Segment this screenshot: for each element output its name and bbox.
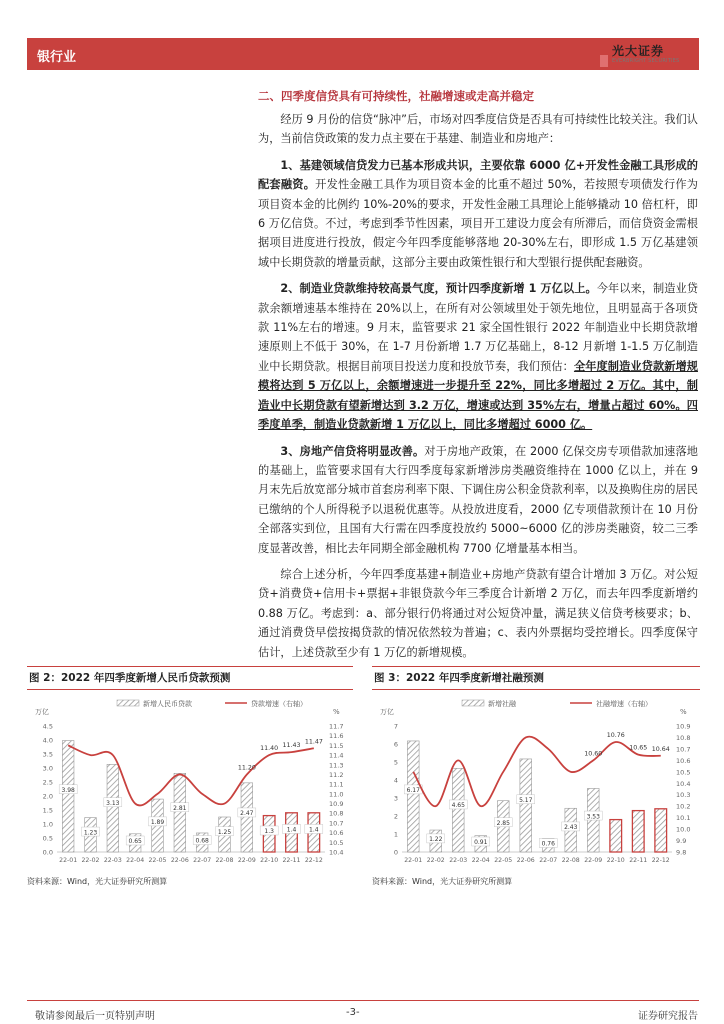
bar-value-label: 1.23 bbox=[83, 829, 98, 837]
x-tick-label: 22-08 bbox=[215, 857, 234, 864]
growth-line bbox=[68, 745, 314, 805]
bar-value-label: 0.65 bbox=[128, 838, 142, 846]
manufacturing-body: 今年以来，制造业贷款余额增速基本维持在 20%以上，在所有对公领域里处于领先地位，且明显高于各项贷款 11%左右的增速。9 月末，监管要求 21 家全国性银行 2022 年制造业中长期贷款增速原则上不低于 30%，在 1-7 月份新增 1.7 万亿基础上，8-12 月新增 1-1.5 万亿制造业中长期贷款。根据目前项目投送力度和投放节奏，我们预估： bbox=[258, 282, 698, 373]
x-tick-label: 22-04 bbox=[471, 857, 490, 864]
right-tick-label: 11.1 bbox=[329, 780, 344, 789]
x-tick-label: 22-06 bbox=[170, 857, 189, 864]
figure-2 bbox=[27, 666, 353, 887]
bar bbox=[610, 820, 622, 852]
bar-value-label: 3.98 bbox=[61, 786, 75, 794]
bar-value-label: 2.85 bbox=[496, 819, 510, 827]
right-tick-label: 11.7 bbox=[329, 722, 344, 731]
left-tick-label: 3 bbox=[393, 794, 398, 803]
bar-value-label: 5.17 bbox=[519, 797, 533, 805]
sector-label: 银行业 bbox=[37, 50, 77, 65]
left-axis-unit: 万亿 bbox=[380, 708, 394, 716]
bar bbox=[174, 773, 186, 852]
x-tick-label: 22-04 bbox=[126, 857, 145, 864]
x-tick-label: 22-07 bbox=[193, 857, 212, 864]
x-tick-label: 22-10 bbox=[606, 857, 625, 864]
right-tick-label: 10.5 bbox=[676, 768, 691, 777]
real-estate-lead: 3、房地产信贷将明显改善。 bbox=[280, 444, 425, 458]
growth-line bbox=[413, 737, 661, 810]
legend-line-label: 社融增速（右轴） bbox=[596, 700, 652, 708]
bar-value-label: 1.3 bbox=[264, 828, 274, 836]
manufacturing-lead: 2、制造业贷款维持较高景气度，预计四季度新增 1 万亿以上。 bbox=[280, 282, 597, 296]
right-tick-label: 10.9 bbox=[676, 722, 691, 731]
right-tick-label: 10.5 bbox=[329, 838, 344, 847]
right-tick-label: 10.6 bbox=[676, 756, 691, 765]
intro-paragraph: 经历 9 月份的信贷“脉冲”后，市场对四季度信贷是否具有可持续性比较关注。我们认为，当前信贷政策的发力点主要在于基建、制造业和房地产： bbox=[258, 113, 698, 146]
logo-name: 光大证券 bbox=[612, 44, 665, 58]
x-tick-label: 22-05 bbox=[494, 857, 513, 864]
right-tick-label: 10.6 bbox=[329, 829, 344, 838]
logo-english-name: EVERBRIGHT SECURITIES bbox=[612, 58, 680, 64]
bar bbox=[632, 811, 644, 852]
x-tick-label: 22-05 bbox=[148, 857, 167, 864]
x-tick-label: 22-11 bbox=[629, 857, 648, 864]
bar-value-label: 0.91 bbox=[474, 839, 488, 847]
right-axis-unit: % bbox=[680, 708, 687, 716]
right-tick-label: 11.4 bbox=[329, 751, 344, 760]
right-axis-unit: % bbox=[333, 708, 340, 716]
left-tick-label: 3.0 bbox=[42, 764, 53, 773]
bar-value-label: 1.89 bbox=[150, 819, 165, 827]
line-point-label: 10.64 bbox=[651, 745, 670, 753]
right-tick-label: 10.3 bbox=[676, 791, 691, 800]
section-title: 二、四季度信贷具有可持续性，社融增速或走高并稳定 bbox=[258, 89, 534, 103]
bar-value-label: 1.4 bbox=[286, 826, 297, 834]
bar bbox=[107, 764, 119, 852]
main-content bbox=[258, 86, 698, 669]
real-estate-paragraph bbox=[258, 442, 698, 558]
left-tick-label: 1.5 bbox=[42, 806, 53, 815]
right-tick-label: 10.9 bbox=[329, 800, 344, 809]
figure-3-title: 图 3：2022 年四季度新增社融预测 bbox=[372, 666, 700, 690]
figure-3 bbox=[372, 666, 700, 887]
footer-divider bbox=[27, 1000, 699, 1001]
real-estate-body: 对于房地产政策，在 2000 亿保交房专项借款加速落地的基础上，监管要求国有大行四季度每家新增涉房类融资维持在 1000 亿以上，并在 9 月末先后放宽部分城市首套房利率下限、下调住房公积金贷款利率，以及换购住房的居民已缴纳的个人所得税予以退税优惠等。从投放进度看，2000 亿专项借款预计在 10 月份全部落实到位，且国有大行需在四季度投放约 5000~6000 亿的涉房类融资，较二三季度显著改善，相比去年同期全部金融机构 7700 亿增量基本相当。 bbox=[258, 444, 698, 555]
manufacturing-highlight: 全年度制造业贷款新增规模将达到 5 万亿以上，余额增速进一步提升至 22%，同比多增超过 2 万亿。其中，制造业中长期贷款有望新增达到 3.2 万亿，增速或达到 35%左右，增量占超过 60%。四季度单季，制造业贷款新增 1 万亿以上，同比多增超过 6000 亿。 bbox=[258, 359, 698, 432]
x-tick-label: 22-06 bbox=[516, 857, 535, 864]
footer-disclaimer: 敬请参阅最后一页特别声明 bbox=[35, 1011, 155, 1022]
loan-forecast-chart bbox=[27, 694, 353, 874]
right-tick-label: 10.0 bbox=[676, 825, 691, 834]
bar-value-label: 0.68 bbox=[195, 837, 209, 845]
left-tick-label: 2 bbox=[393, 812, 398, 821]
left-tick-label: 1.0 bbox=[42, 820, 53, 829]
right-tick-label: 11.2 bbox=[329, 770, 344, 779]
right-tick-label: 10.4 bbox=[676, 779, 691, 788]
x-tick-label: 22-11 bbox=[282, 857, 301, 864]
x-tick-label: 22-02 bbox=[426, 857, 445, 864]
right-tick-label: 11.3 bbox=[329, 761, 344, 770]
legend-line-label: 贷款增速（右轴） bbox=[251, 700, 307, 708]
x-tick-label: 22-08 bbox=[561, 857, 580, 864]
left-tick-label: 4.5 bbox=[42, 722, 53, 731]
left-tick-label: 4.0 bbox=[42, 736, 53, 745]
infrastructure-body: 开发性金融工具作为项目资本金的比重不超过 50%，若按照专项债发行作为项目资本金的比例约 10%-20%的要求，开发性金融工具理论上能够撬动 10 倍杠杆，即 6 万亿信贷。不过，考虑到季节性因素，项目开工建设力度会有所滞后，而信贷资金需根据项目进度进行投放，假定今年四季度能够落地 20-30%左右，即形成 1.5 万亿基建领域中长期贷款的增量贡献，这部分主要由政策性银行和大型银行提供配套融资。 bbox=[258, 178, 698, 269]
bar bbox=[407, 741, 419, 852]
bar-value-label: 1.22 bbox=[429, 836, 443, 844]
bar bbox=[520, 759, 532, 852]
x-tick-label: 22-03 bbox=[449, 857, 468, 864]
bar-value-label: 1.4 bbox=[309, 826, 319, 834]
x-tick-label: 22-07 bbox=[539, 857, 558, 864]
footer-page-number: -3- bbox=[346, 1007, 360, 1018]
left-tick-label: 5 bbox=[393, 758, 398, 767]
legend-bar-swatch bbox=[462, 700, 484, 706]
bar-value-label: 3.13 bbox=[106, 799, 120, 807]
legend-bar-swatch bbox=[117, 700, 139, 706]
left-tick-label: 0.5 bbox=[42, 834, 53, 843]
x-tick-label: 22-01 bbox=[404, 857, 423, 864]
line-point-label: 10.76 bbox=[606, 732, 625, 740]
right-tick-label: 10.7 bbox=[329, 819, 344, 828]
bar-value-label: 1.25 bbox=[217, 828, 232, 836]
figure-2-title: 图 2：2022 年四季度新增人民币贷款预测 bbox=[27, 666, 353, 690]
line-point-label: 11.47 bbox=[304, 738, 323, 746]
figure-3-source: 资料来源：Wind，光大证券研究所测算 bbox=[372, 877, 513, 886]
x-tick-label: 22-12 bbox=[304, 857, 323, 864]
bar-value-label: 4.65 bbox=[451, 802, 465, 810]
right-tick-label: 9.8 bbox=[676, 848, 687, 857]
right-tick-label: 10.1 bbox=[676, 814, 691, 823]
left-tick-label: 4 bbox=[393, 776, 398, 785]
x-tick-label: 22-09 bbox=[237, 857, 256, 864]
right-tick-label: 9.9 bbox=[676, 837, 687, 846]
company-logo bbox=[590, 41, 700, 69]
x-tick-label: 22-10 bbox=[260, 857, 279, 864]
bar bbox=[62, 741, 74, 852]
bar bbox=[655, 809, 667, 852]
x-tick-label: 22-09 bbox=[584, 857, 603, 864]
bar bbox=[241, 783, 253, 852]
bar-value-label: 2.47 bbox=[240, 810, 254, 818]
left-tick-label: 2.0 bbox=[42, 792, 53, 801]
bar bbox=[452, 768, 464, 852]
infrastructure-paragraph bbox=[258, 156, 698, 272]
right-tick-label: 11.5 bbox=[329, 741, 344, 750]
logo-mark-icon bbox=[590, 41, 608, 67]
footer-report-type: 证券研究报告 bbox=[638, 1011, 698, 1022]
line-point-label: 11.20 bbox=[237, 764, 256, 772]
right-tick-label: 10.7 bbox=[676, 745, 691, 754]
right-tick-label: 10.4 bbox=[329, 848, 344, 857]
legend-bar-label: 新增社融 bbox=[488, 700, 516, 708]
left-tick-label: 7 bbox=[393, 722, 398, 731]
bar-value-label: 2.43 bbox=[564, 824, 578, 832]
left-tick-label: 2.5 bbox=[42, 778, 53, 787]
right-tick-label: 11.6 bbox=[329, 732, 344, 741]
bar-value-label: 3.53 bbox=[586, 813, 600, 821]
left-axis-unit: 万亿 bbox=[35, 708, 49, 716]
bar-value-label: 0.76 bbox=[541, 840, 555, 848]
x-tick-label: 22-02 bbox=[81, 857, 100, 864]
line-point-label: 10.60 bbox=[584, 750, 603, 758]
left-tick-label: 3.5 bbox=[42, 750, 53, 759]
left-tick-label: 6 bbox=[393, 740, 398, 749]
left-tick-label: 0.0 bbox=[42, 848, 53, 857]
bar-value-label: 2.81 bbox=[173, 804, 187, 812]
left-tick-label: 1 bbox=[393, 830, 398, 839]
left-tick-label: 0 bbox=[393, 848, 398, 857]
bar-value-label: 6.17 bbox=[406, 787, 420, 795]
social-financing-forecast-chart bbox=[372, 694, 700, 874]
right-tick-label: 11.0 bbox=[329, 790, 344, 799]
figure-2-source: 资料来源：Wind，光大证券研究所测算 bbox=[27, 877, 168, 886]
summary-paragraph: 综合上述分析，今年四季度基建+制造业+房地产贷款有望合计增加 3 万亿。对公短贷+消费贷+信用卡+票据+非银贷款今年三季度合计新增 2 万亿，而去年四季度新增约 0.88 万亿。考虑到：a、部分银行仍将通过对公短贷冲量，满足狭义信贷考核要求；b、通过消费贷早偿按揭贷款的情况依然较为普遍；c、表内外票据均受控增长。四季度保守估计，上述贷款至少有 1 万亿的新增规模。 bbox=[258, 567, 698, 659]
right-tick-label: 10.8 bbox=[329, 809, 344, 818]
x-tick-label: 22-01 bbox=[59, 857, 78, 864]
line-point-label: 11.43 bbox=[282, 742, 301, 750]
infrastructure-lead: 1、基建领域信贷发力已基本形成共识，主要依靠 6000 亿+开发性金融工具形成的配套融资。 bbox=[258, 158, 698, 192]
x-tick-label: 22-03 bbox=[103, 857, 122, 864]
right-tick-label: 10.8 bbox=[676, 733, 691, 742]
line-point-label: 11.40 bbox=[260, 745, 279, 753]
x-tick-label: 22-12 bbox=[651, 857, 670, 864]
legend-bar-label: 新增人民币贷款 bbox=[143, 700, 192, 708]
manufacturing-paragraph bbox=[258, 279, 698, 434]
right-tick-label: 10.2 bbox=[676, 802, 691, 811]
line-point-label: 10.65 bbox=[629, 744, 648, 752]
